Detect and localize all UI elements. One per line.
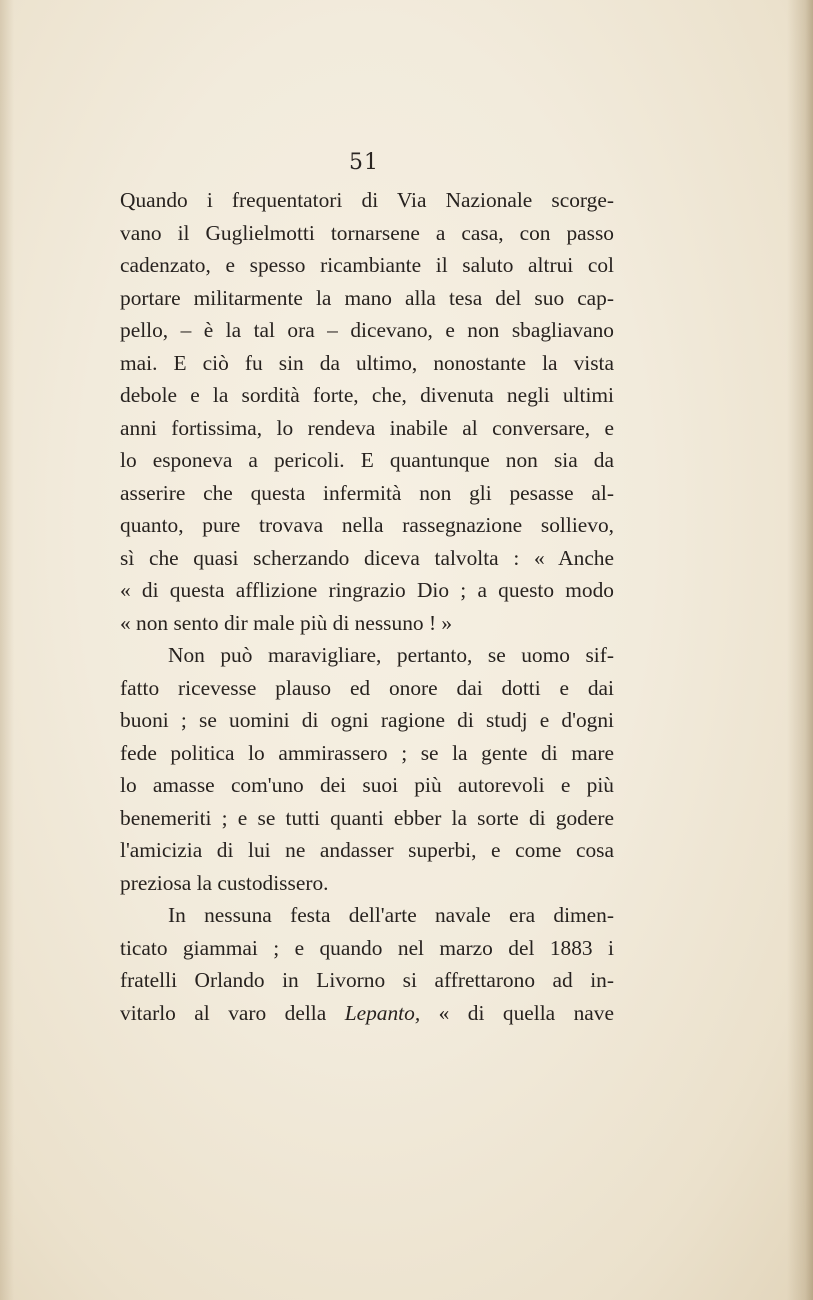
text-line: anni fortissima, lo rendeva inabile al conversare, e	[120, 415, 614, 440]
text-fragment: « di quella nave	[420, 1000, 614, 1025]
page-number: 51	[349, 150, 379, 175]
text-line: « non sento dir male più di nessuno ! »	[120, 610, 453, 635]
text-line-last	[120, 997, 614, 1030]
text-line: lo amasse com'uno dei suoi più autorevoli e più	[120, 773, 614, 797]
text-line: Non può maravigliare, pertanto, se uomo sif-	[168, 643, 614, 667]
text-line: pello, – è la tal ora – dicevano, e non sbagliavano	[120, 318, 614, 342]
text-line: Quando i frequentatori di Via Nazionale scorge-	[120, 188, 614, 212]
text-line: preziosa la custodissero.	[120, 870, 329, 895]
text-line: buoni ; se uomini di ogni ragione di studj e d'ogni	[120, 708, 614, 732]
text-line: fatto ricevesse plauso ed onore dai dotti e dai	[120, 675, 614, 700]
text-line: asserire che questa infermità non gli pesasse al-	[120, 480, 614, 505]
text-line: ticato giammai ; e quando nel marzo del 1883 i	[120, 935, 614, 960]
text-line: quanto, pure trovava nella rassegnazione sollievo,	[120, 513, 614, 537]
text-line: fede politica lo ammirassero ; se la gente di mare	[120, 740, 614, 765]
text-line: « di questa afflizione ringrazio Dio ; a questo modo	[120, 578, 614, 602]
text-line: sì che quasi scherzando diceva talvolta : « Anche	[120, 545, 614, 570]
text-fragment: vitarlo al varo della	[120, 1000, 345, 1025]
body-text	[120, 184, 614, 1029]
text-line: fratelli Orlando in Livorno si affrettarono ad in-	[120, 968, 614, 992]
ship-name-italic: Lepanto,	[344, 1000, 421, 1025]
text-line: debole e la sordità forte, che, divenuta negli ultimi	[120, 383, 614, 407]
text-line: portare militarmente la mano alla tesa del suo cap-	[120, 285, 614, 310]
text-line: l'amicizia di lui ne andasser superbi, e come cosa	[120, 838, 614, 862]
text-line: cadenzato, e spesso ricambiante il saluto altrui col	[120, 253, 614, 277]
text-line: mai. E ciò fu sin da ultimo, nonostante la vista	[120, 350, 614, 375]
text-line: In nessuna festa dell'arte navale era dimen-	[168, 903, 614, 927]
text-line: benemeriti ; e se tutti quanti ebber la sorte di godere	[120, 805, 614, 830]
page-right-edge-shadow	[787, 0, 813, 1300]
text-line: lo esponeva a pericoli. E quantunque non sia da	[120, 448, 614, 472]
page-left-edge-shadow	[0, 0, 14, 1300]
text-line: vano il Guglielmotti tornarsene a casa, con passo	[120, 220, 614, 245]
